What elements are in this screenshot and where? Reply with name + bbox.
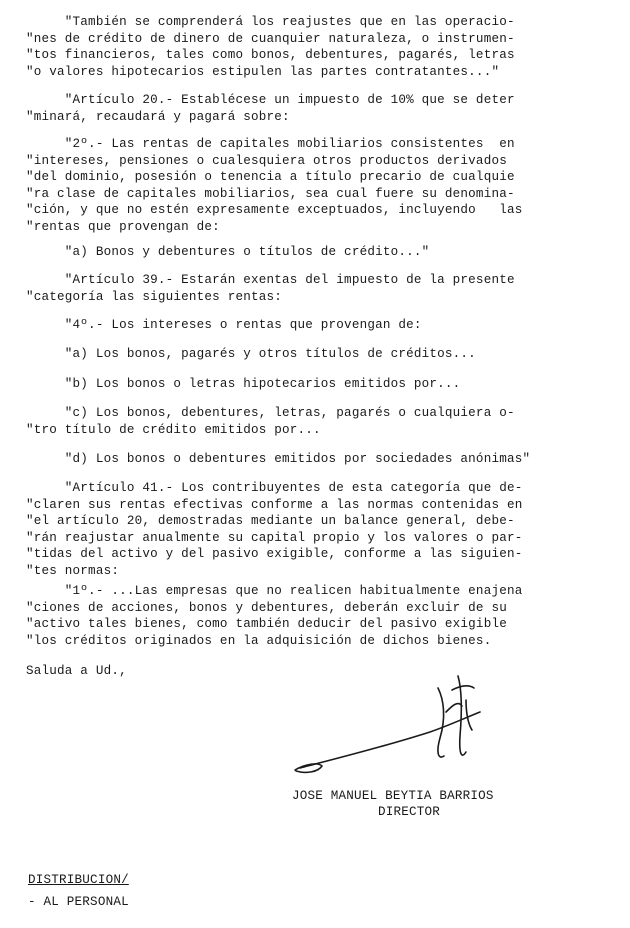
- paragraph-item-b: [26, 376, 626, 393]
- text-line: "a) Bonos y debentures o títulos de crédito...": [26, 245, 430, 259]
- text-line: "ción, y que no estén expresamente exceptuados, incluyendo las: [26, 203, 523, 217]
- paragraph-articulo-41: [26, 480, 626, 579]
- text-line: "categoría las siguientes rentas:: [26, 289, 282, 304]
- paragraph-articulo-39: [26, 272, 626, 305]
- text-line: "rán reajustar anualmente su capital propio y los valores o par-: [26, 530, 523, 545]
- text-line: "del dominio, posesión o tenencia a título precario de cualquie: [26, 170, 515, 184]
- paragraph-item-a: [26, 346, 626, 363]
- text-line: "claren sus rentas efectivas conforme a las normas contenidas en: [26, 497, 523, 512]
- text-line: "b) Los bonos o letras hipotecarios emitidos por...: [26, 377, 461, 391]
- text-line: "activo tales bienes, como también deducir del pasivo exigible: [26, 617, 507, 631]
- closing-salutation: [26, 663, 626, 680]
- text-line: "el artículo 20, demostradas mediante un balance general, debe-: [26, 514, 515, 528]
- text-line: "nes de crédito de dinero de cuanquier naturaleza, o instrumen-: [26, 31, 515, 46]
- text-line: "Artículo 20.- Establécese un impuesto de 10% que se deter: [26, 93, 515, 107]
- text-line: "ciones de acciones, bonos y debentures, deberán excluir de su: [26, 600, 507, 615]
- paragraph-reajustes: [26, 14, 626, 80]
- text-line: "c) Los bonos, debentures, letras, pagarés o cualquiera o-: [26, 406, 515, 420]
- text-line: "2º.- Las rentas de capitales mobiliarios consistentes en: [26, 137, 515, 151]
- distribution-item: - AL PERSONAL: [28, 895, 129, 909]
- paragraph-item-d: [26, 451, 626, 468]
- text-line: "Artículo 41.- Los contribuyentes de esta categoría que de-: [26, 481, 523, 495]
- text-line: Saluda a Ud.,: [26, 664, 127, 678]
- text-line: "1º.- ...Las empresas que no realicen habitualmente enajena: [26, 584, 523, 598]
- text-line: "tro título de crédito emitidos por...: [26, 422, 321, 437]
- distribution-heading: DISTRIBUCION/: [28, 873, 129, 887]
- paragraph-bonos-a: [26, 244, 626, 261]
- signatory-title: DIRECTOR: [378, 805, 441, 819]
- paragraph-item-c: [26, 405, 626, 438]
- text-line: "minará, recaudará y pagará sobre:: [26, 109, 290, 124]
- text-line: "a) Los bonos, pagarés y otros títulos de créditos...: [26, 347, 476, 361]
- text-line: "tidas del activo y del pasivo exigible, conforme a las siguien-: [26, 547, 523, 561]
- signatory-name: JOSE MANUEL BEYTIA BARRIOS: [292, 789, 494, 803]
- paragraph-articulo-20: [26, 92, 626, 125]
- text-line: "rentas que provengan de:: [26, 219, 220, 234]
- text-line: "d) Los bonos o debentures emitidos por sociedades anónimas": [26, 452, 531, 466]
- text-line: "4º.- Los intereses o rentas que provengan de:: [26, 318, 422, 332]
- text-line: "Artículo 39.- Estarán exentas del impuesto de la presente: [26, 273, 515, 287]
- text-line: "o valores hipotecarios estipulen las partes contratantes...": [26, 64, 500, 79]
- paragraph-empresas-1: [26, 583, 626, 649]
- text-line: "intereses, pensiones o cualesquiera otros productos derivados: [26, 153, 507, 168]
- text-line: "ra clase de capitales mobiliarios, sea cual fuere su denomina-: [26, 186, 515, 201]
- text-line: "También se comprenderá los reajustes que en las operacio-: [26, 15, 515, 29]
- paragraph-rentas-capitales: [26, 136, 626, 235]
- text-line: "tos financieros, tales como bonos, debentures, pagarés, letras: [26, 48, 515, 62]
- text-line: "los créditos originados en la adquisición de dichos bienes.: [26, 633, 492, 648]
- text-line: "tes normas:: [26, 563, 120, 578]
- paragraph-intereses-4: [26, 317, 626, 334]
